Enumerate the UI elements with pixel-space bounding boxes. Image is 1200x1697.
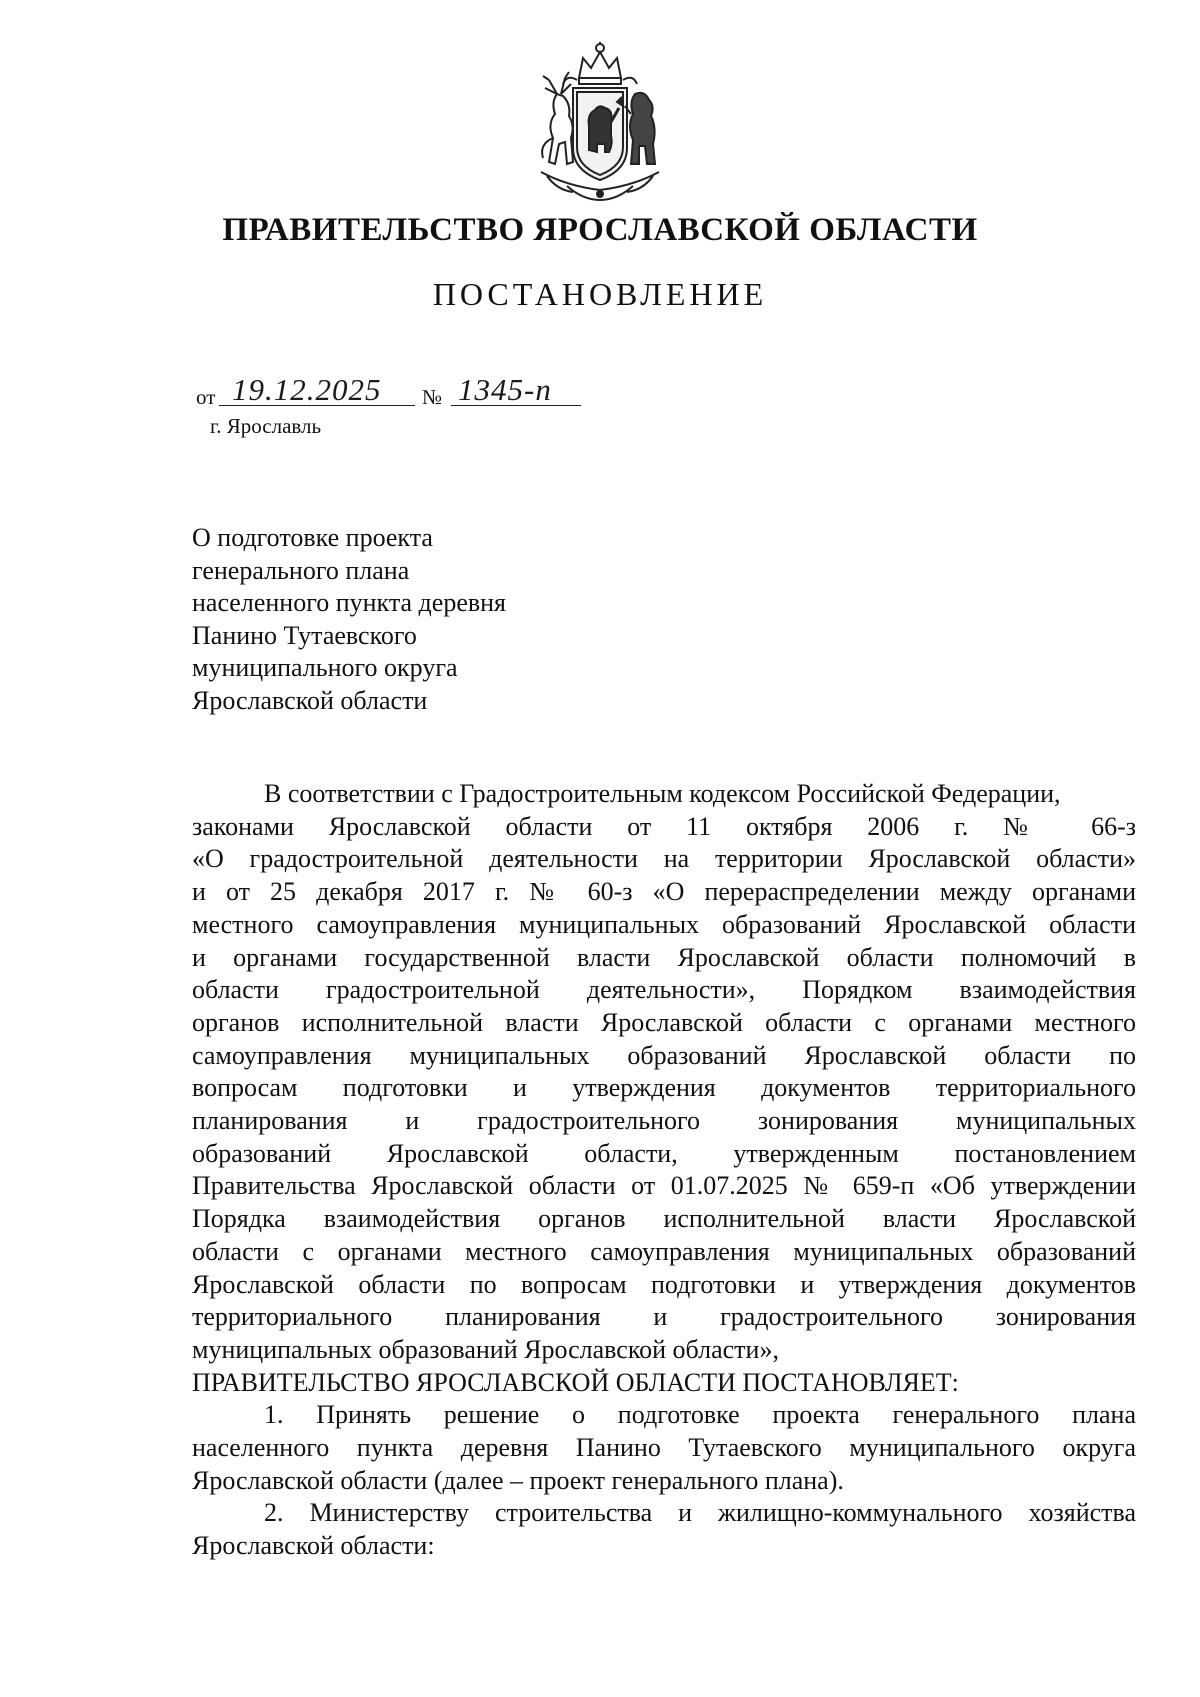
subject-line: муниципального округа xyxy=(192,653,458,683)
preamble-line: «О градостроительной деятельности на территории Ярославской области» xyxy=(192,844,1136,874)
preamble-line: законами Ярославской области от 11 октября 2006 г. № 66-з xyxy=(192,811,1136,841)
preamble-line: планирования и градостроительного зонирования муниципальных xyxy=(192,1106,1136,1136)
preamble-line: Порядка взаимодействия органов исполнительной власти Ярославской xyxy=(192,1204,1136,1234)
city: г. Ярославль xyxy=(210,414,322,438)
authority-title: ПРАВИТЕЛЬСТВО ЯРОСЛАВСКОЙ ОБЛАСТИ xyxy=(222,212,978,248)
preamble-line: местного самоуправления муниципальных образований Ярославской области xyxy=(192,909,1136,939)
preamble-line: самоуправления муниципальных образований Ярославской области по xyxy=(192,1040,1136,1070)
preamble-line: органов исполнительной власти Ярославской области с органами местного xyxy=(192,1007,1136,1037)
subject-line: Ярославской области xyxy=(192,685,428,715)
handwritten-date: 19.12.2025 xyxy=(232,372,382,407)
preamble-line: Правительства Ярославской области от 01.07.2025 № 659-п «Об утверждении xyxy=(192,1171,1136,1201)
number-prefix: № xyxy=(422,385,443,409)
preamble-line: территориального планирования и градостроительного зонирования xyxy=(192,1302,1136,1332)
item1-line: населенного пункта деревня Панино Тутаевского муниципального округа xyxy=(192,1433,1136,1463)
item2-line: Ярославской области: xyxy=(192,1531,435,1561)
handwritten-number: 1345-п xyxy=(458,372,552,407)
subject-line: О подготовке проекта xyxy=(192,523,433,552)
subject-line: генерального плана xyxy=(192,555,410,585)
preamble-line: В соответствии с Градостроительным кодексом Российской Федерации, xyxy=(264,779,1061,808)
preamble-line: образований Ярославской области, утвержденным постановлением xyxy=(192,1138,1136,1168)
resolves-heading: ПРАВИТЕЛЬСТВО ЯРОСЛАВСКОЙ ОБЛАСТИ ПОСТАНОВЛЯЕТ: xyxy=(192,1367,959,1397)
preamble-line: области градостроительной деятельности», Порядком взаимодействия xyxy=(192,975,1136,1005)
preamble-line: Ярославской области по вопросам подготовки и утверждения документов xyxy=(192,1269,1136,1299)
preamble-line: области с органами местного самоуправления муниципальных образований xyxy=(192,1236,1136,1266)
item2-line: 2. Министерству строительства и жилищно-коммунального хозяйства xyxy=(264,1498,1136,1528)
reference-line xyxy=(196,372,596,412)
item1-line: 1. Принять решение о подготовке проекта генерального плана xyxy=(264,1400,1136,1430)
subject-line: Панино Тутаевского xyxy=(192,620,417,650)
document-type: ПОСТАНОВЛЕНИЕ xyxy=(432,276,768,312)
date-prefix: от xyxy=(196,385,216,409)
document-body xyxy=(192,778,1136,1563)
subject-block xyxy=(192,522,692,718)
preamble-line: и органами государственной власти Ярославской области полномочий в xyxy=(192,942,1136,972)
preamble-line: вопросам подготовки и утверждения документов территориального xyxy=(192,1073,1136,1103)
coat-of-arms-icon xyxy=(527,40,673,204)
preamble-line: муниципальных образований Ярославской области», xyxy=(192,1334,779,1364)
subject-line: населенного пункта деревня xyxy=(192,588,507,618)
item1-line: Ярославской области (далее – проект генерального плана). xyxy=(192,1465,844,1495)
preamble-line: и от 25 декабря 2017 г. № 60-з «О перераспределении между органами xyxy=(192,877,1136,907)
